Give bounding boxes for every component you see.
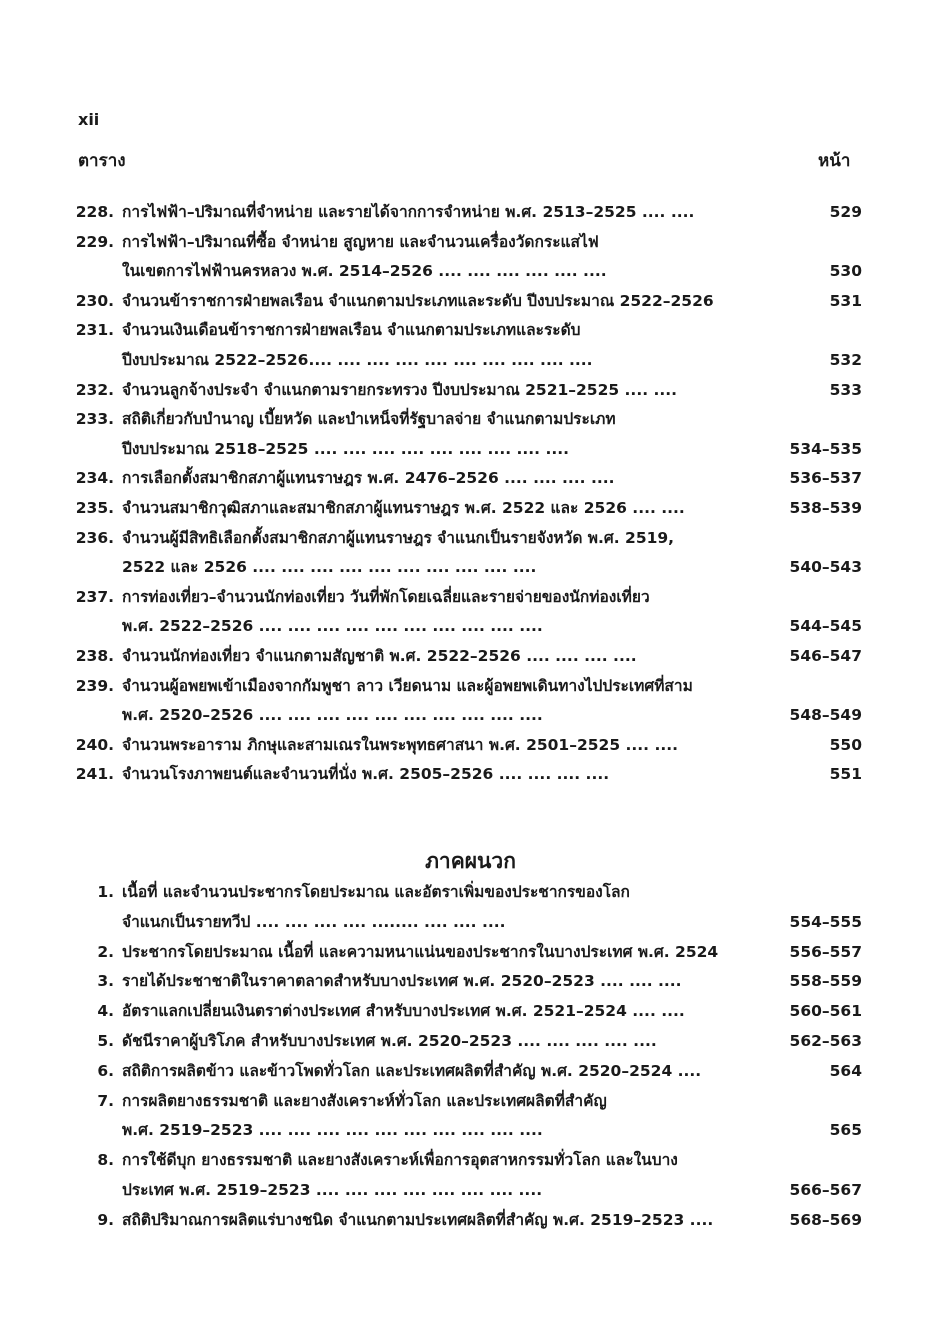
table-entry-title: การเลือกตั้งสมาชิกสภาผู้แทนราษฎร พ.ศ. 2476–2526 .... .... .... .... — [122, 469, 615, 488]
appendix-entry-title: การใช้ดีบุก ยางธรรมชาติ และยางสังเคราะห์เพื่อการอุตสาหกรรมทั่วโลก และในบาง — [122, 1151, 678, 1170]
table-entry-page: 546–547 — [789, 647, 862, 665]
appendix-entry-number: 6. — [97, 1061, 114, 1080]
table-entry-line — [70, 378, 870, 402]
appendix-entry-line — [70, 1118, 870, 1142]
appendix-entry-title: พ.ศ. 2519–2523 .... .... .... .... .... .... .... .... .... .... — [122, 1121, 543, 1140]
table-entry-title: การไฟฟ้า–ปริมาณที่ซื้อ จำหน่าย สูญหาย และจำนวนเครื่องวัดกระแสไฟ — [122, 232, 599, 251]
table-entry-number: 229. — [75, 232, 114, 251]
appendix-entry-page: 554–555 — [789, 912, 862, 931]
appendix-entry-line — [70, 1029, 870, 1053]
appendix-entry-title: เนื้อที่ และจำนวนประชากรโดยประมาณ และอัตราเพิ่มของประชากรของโลก — [122, 883, 630, 901]
table-entry-page: 532 — [829, 351, 862, 369]
table-entry-page: 531 — [829, 291, 862, 310]
table-entry-title: จำนวนผู้มีสิทธิเลือกตั้งสมาชิกสภาผู้แทนราษฎร จำแนกเป็นรายจังหวัด พ.ศ. 2519, — [122, 528, 675, 547]
appendix-entry-number: 5. — [97, 1032, 114, 1050]
table-entry-title: พ.ศ. 2520–2526 .... .... .... .... .... .... .... .... .... .... — [122, 706, 543, 725]
table-entry-line — [70, 289, 870, 313]
table-entry-number: 234. — [75, 469, 114, 488]
table-entry-number: 228. — [75, 203, 114, 221]
appendix-entry-title: ดัชนีราคาผู้บริโภค สำหรับบางประเทศ พ.ศ. 2520–2523 .... .... .... .... .... — [122, 1032, 657, 1050]
appendix-entry-title: สถิติปริมาณการผลิตแร่บางชนิด จำแนกตามประเทศผลิตที่สำคัญ พ.ศ. 2519–2523 .... — [122, 1210, 714, 1229]
appendix-entry-number: 4. — [97, 1002, 114, 1021]
table-entry-title: การท่องเที่ยว–จำนวนนักท่องเที่ยว วันที่พักโดยเฉลี่ยและรายจ่ายของนักท่องเที่ยว — [122, 587, 650, 606]
table-entry-page: 530 — [829, 262, 862, 281]
table-entry-page: 533 — [829, 380, 862, 399]
appendix-entry-page: 556–557 — [789, 942, 862, 961]
table-entry-line — [70, 259, 870, 283]
column-header-page: หน้า — [818, 151, 851, 171]
appendix-entry-title: รายได้ประชาชาติในราคาตลาดสำหรับบางประเทศ พ.ศ. 2520–2523 .... .... .... — [122, 972, 682, 991]
table-entry-title: ปีงบประมาณ 2522–2526.... .... .... .... .... .... .... .... .... .... — [122, 351, 593, 369]
column-header-table: ตาราง — [78, 151, 126, 171]
table-entry-title: จำนวนเงินเดือนข้าราชการฝ่ายพลเรือน จำแนกตามประเภทและระดับ — [122, 321, 581, 340]
table-entry-page: 538–539 — [789, 499, 862, 517]
table-entry-page: 550 — [829, 735, 862, 754]
table-entry-number: 241. — [75, 765, 114, 784]
table-entry-line — [70, 496, 870, 520]
table-entry-number: 238. — [75, 647, 114, 665]
table-entry-title: จำนวนข้าราชการฝ่ายพลเรือน จำแนกตามประเภทและระดับ ปีงบประมาณ 2522–2526 — [122, 291, 714, 310]
appendix-entry-number: 7. — [97, 1091, 114, 1110]
appendix-entry-number: 8. — [97, 1151, 114, 1170]
table-entry-title: ในเขตการไฟฟ้านครหลวง พ.ศ. 2514–2526 .... .... .... .... .... .... — [122, 262, 607, 281]
appendix-entry-page: 568–569 — [789, 1210, 862, 1229]
table-entry-line — [70, 555, 870, 579]
table-entry-line — [70, 200, 870, 224]
table-entry-number: 233. — [75, 410, 114, 429]
table-entry-number: 231. — [75, 321, 114, 340]
table-entry-page: 551 — [829, 765, 862, 784]
table-entry-line — [70, 407, 870, 431]
appendix-entry-line — [70, 910, 870, 934]
appendix-entry-page: 566–567 — [789, 1181, 862, 1199]
appendix-entry-line — [70, 1208, 870, 1232]
table-entry-title: จำนวนพระอาราม ภิกษุและสามเณรในพระพุทธศาสนา พ.ศ. 2501–2525 .... .... — [122, 735, 679, 754]
appendix-title: ภาคผนวก — [425, 849, 516, 873]
table-entry-page: 548–549 — [789, 706, 862, 725]
table-entry-title: สถิติเกี่ยวกับบำนาญ เบี้ยหวัด และบำเหน็จที่รัฐบาลจ่าย จำแนกตามประเภท — [122, 410, 616, 429]
appendix-entry-title: สถิติการผลิตข้าว และข้าวโพดทั่วโลก และประเทศผลิตที่สำคัญ พ.ศ. 2520–2524 .... — [122, 1061, 702, 1080]
appendix-entry-line — [70, 940, 870, 964]
appendix-entry-line — [70, 1089, 870, 1113]
appendix-entry-page: 562–563 — [789, 1032, 862, 1050]
table-entry-title: จำนวนลูกจ้างประจำ จำแนกตามรายกระทรวง ปีงบประมาณ 2521–2525 .... .... — [122, 380, 678, 399]
appendix-entry-title: ประเทศ พ.ศ. 2519–2523 .... .... .... .... .... .... .... .... — [122, 1181, 543, 1199]
appendix-entry-line — [70, 999, 870, 1023]
appendix-entry-title: ประชากรโดยประมาณ เนื้อที่ และความหนาแน่นของประชากรในบางประเทศ พ.ศ. 2524 — [122, 942, 719, 961]
appendix-entry-number: 1. — [97, 883, 114, 901]
table-entry-title: จำนวนโรงภาพยนต์และจำนวนที่นั่ง พ.ศ. 2505–2526 .... .... .... .... — [122, 765, 610, 784]
table-entry-number: 236. — [75, 528, 114, 547]
appendix-entry-title: จำแนกเป็นรายทวีป .... .... .... .... ........ .... .... .... — [122, 912, 506, 931]
table-entry-line — [70, 703, 870, 727]
table-entry-title: การไฟฟ้า–ปริมาณที่จำหน่าย และรายได้จากการจำหน่าย พ.ศ. 2513–2525 .... .... — [122, 203, 695, 221]
appendix-entry-line — [70, 969, 870, 993]
table-entry-number: 237. — [75, 587, 114, 606]
table-entry-title: จำนวนนักท่องเที่ยว จำแนกตามสัญชาติ พ.ศ. 2522–2526 .... .... .... .... — [122, 647, 637, 665]
table-entry-line — [70, 733, 870, 757]
table-entry-line — [70, 437, 870, 461]
table-entry-title: พ.ศ. 2522–2526 .... .... .... .... .... .... .... .... .... .... — [122, 617, 543, 636]
table-entry-title: จำนวนผู้อพยพเข้าเมืองจากกัมพูชา ลาว เวียดนาม และผู้อพยพเดินทางไปประเทศที่สาม — [122, 676, 693, 695]
appendix-entry-line — [70, 880, 870, 904]
page-number: xii — [78, 110, 100, 129]
appendix-entry-line — [70, 1178, 870, 1202]
table-entry-page: 534–535 — [789, 439, 862, 458]
appendix-entry-line — [70, 1148, 870, 1172]
table-entry-number: 232. — [75, 380, 114, 399]
table-entry-line — [70, 526, 870, 550]
appendix-entry-title: อัตราแลกเปลี่ยนเงินตราต่างประเทศ สำหรับบางประเทศ พ.ศ. 2521–2524 .... .... — [122, 1002, 685, 1021]
appendix-entry-line — [70, 1059, 870, 1083]
appendix-entry-number: 3. — [97, 972, 114, 991]
table-entry-line — [70, 762, 870, 786]
appendix-entry-page: 565 — [829, 1121, 862, 1140]
table-entry-line — [70, 674, 870, 698]
table-entry-line — [70, 614, 870, 638]
table-entry-number: 230. — [75, 291, 114, 310]
appendix-entry-number: 9. — [97, 1210, 114, 1229]
table-entry-line — [70, 585, 870, 609]
table-entry-line — [70, 644, 870, 668]
table-entry-title: 2522 และ 2526 .... .... .... .... .... .... .... .... .... .... — [122, 558, 537, 577]
table-entry-page: 544–545 — [789, 617, 862, 636]
table-entry-number: 239. — [75, 676, 114, 695]
table-entry-line — [70, 318, 870, 342]
table-entry-line — [70, 348, 870, 372]
appendix-entry-title: การผลิตยางธรรมชาติ และยางสังเคราะห์ทั่วโลก และประเทศผลิตที่สำคัญ — [122, 1091, 607, 1110]
appendix-entry-page: 564 — [829, 1061, 862, 1080]
table-entry-line — [70, 466, 870, 490]
appendix-entry-page: 558–559 — [789, 972, 862, 991]
table-entry-number: 235. — [75, 499, 114, 517]
table-entry-number: 240. — [75, 735, 114, 754]
appendix-entry-number: 2. — [97, 942, 114, 961]
table-entry-line — [70, 230, 870, 254]
appendix-entry-page: 560–561 — [789, 1002, 862, 1021]
table-entry-page: 529 — [829, 203, 862, 221]
table-entry-title: จำนวนสมาชิกวุฒิสภาและสมาชิกสภาผู้แทนราษฎร พ.ศ. 2522 และ 2526 .... .... — [122, 499, 685, 517]
table-entry-page: 536–537 — [789, 469, 862, 488]
table-entry-page: 540–543 — [789, 558, 862, 577]
table-entry-title: ปีงบประมาณ 2518–2525 .... .... .... .... .... .... .... .... .... — [122, 439, 570, 458]
